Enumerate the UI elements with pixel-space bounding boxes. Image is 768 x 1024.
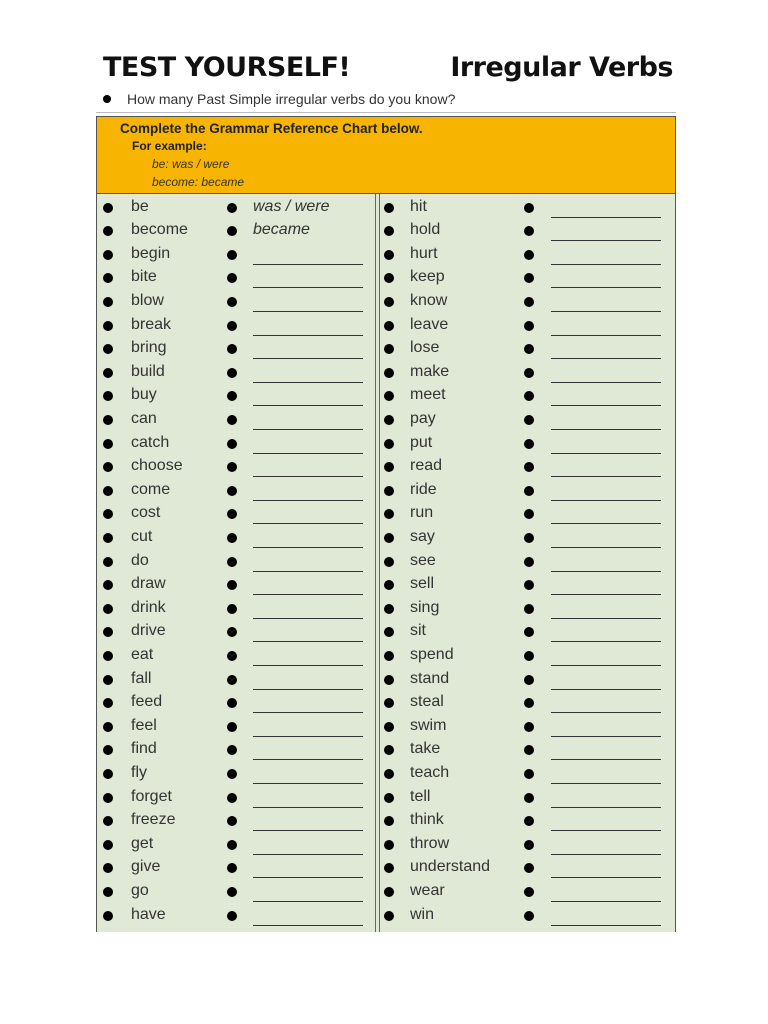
bullet-icon bbox=[384, 722, 394, 732]
bullet-icon bbox=[524, 273, 534, 283]
answer-blank[interactable] bbox=[551, 783, 661, 784]
bullet-icon bbox=[524, 533, 534, 543]
base-verb: wear bbox=[410, 881, 445, 899]
bullet-icon bbox=[524, 321, 534, 331]
base-verb: build bbox=[131, 362, 165, 380]
base-verb: break bbox=[131, 315, 172, 333]
answer-blank[interactable] bbox=[551, 358, 661, 359]
base-verb: teach bbox=[410, 763, 450, 781]
bullet-icon bbox=[524, 368, 534, 378]
base-verb: sell bbox=[410, 575, 435, 593]
base-verb: win bbox=[410, 905, 435, 923]
base-verb: cut bbox=[131, 527, 153, 545]
answer-blank[interactable] bbox=[551, 264, 661, 265]
verb-row bbox=[97, 787, 675, 811]
base-verb: draw bbox=[131, 575, 166, 593]
bullet-icon bbox=[384, 439, 394, 449]
bullet-icon bbox=[524, 391, 534, 401]
base-verb: hold bbox=[410, 221, 441, 239]
answer-blank[interactable] bbox=[551, 712, 661, 713]
verb-row bbox=[97, 527, 675, 551]
answer-blank[interactable] bbox=[551, 830, 661, 831]
base-verb: make bbox=[410, 362, 450, 380]
bullet-icon bbox=[384, 391, 394, 401]
answer-blank[interactable] bbox=[551, 571, 661, 572]
base-verb: lose bbox=[410, 339, 440, 357]
bullet-icon bbox=[524, 439, 534, 449]
verb-row bbox=[97, 834, 675, 858]
bullet-icon bbox=[384, 840, 394, 850]
verb-row bbox=[97, 669, 675, 693]
worksheet-title: TEST YOURSELF! bbox=[103, 52, 351, 83]
answer-blank[interactable] bbox=[551, 382, 661, 383]
example-heading: For example: bbox=[132, 139, 207, 153]
bullet-icon bbox=[524, 250, 534, 260]
bullet-icon bbox=[524, 863, 534, 873]
bullet-icon bbox=[384, 816, 394, 826]
answer-blank[interactable] bbox=[551, 736, 661, 737]
base-verb: be bbox=[131, 197, 149, 215]
bullet-icon bbox=[384, 863, 394, 873]
answer-blank[interactable] bbox=[551, 901, 661, 902]
bullet-icon bbox=[384, 321, 394, 331]
bullet-icon bbox=[524, 226, 534, 236]
verb-row bbox=[97, 244, 675, 268]
answer-blank[interactable] bbox=[551, 759, 661, 760]
verb-row bbox=[97, 881, 675, 905]
verb-row bbox=[97, 291, 675, 315]
bullet-icon bbox=[384, 580, 394, 590]
divider bbox=[96, 112, 676, 113]
bullet-icon bbox=[524, 415, 534, 425]
bullet-icon bbox=[524, 344, 534, 354]
bullet-icon bbox=[384, 675, 394, 685]
past-simple-answer: was / were bbox=[253, 197, 330, 215]
base-verb: say bbox=[410, 527, 435, 545]
bullet-icon bbox=[384, 793, 394, 803]
verb-row bbox=[97, 857, 675, 881]
base-verb: give bbox=[131, 858, 161, 876]
answer-blank[interactable] bbox=[551, 547, 661, 548]
bullet-icon bbox=[524, 840, 534, 850]
answer-blank[interactable] bbox=[551, 807, 661, 808]
answer-blank[interactable] bbox=[551, 641, 661, 642]
base-verb: become bbox=[131, 221, 188, 239]
answer-blank[interactable] bbox=[551, 335, 661, 336]
base-verb: sing bbox=[410, 598, 440, 616]
bullet-icon bbox=[384, 203, 394, 213]
base-verb: spend bbox=[410, 645, 454, 663]
bullet-icon bbox=[384, 887, 394, 897]
intro-question bbox=[103, 91, 455, 107]
verb-row bbox=[97, 739, 675, 763]
answer-blank[interactable] bbox=[551, 854, 661, 855]
base-verb: run bbox=[410, 504, 434, 522]
bullet-icon bbox=[384, 769, 394, 779]
bullet-icon bbox=[384, 250, 394, 260]
bullet-icon bbox=[524, 651, 534, 661]
example-line: be: was / were bbox=[152, 157, 230, 171]
bullet-icon bbox=[524, 722, 534, 732]
verb-row bbox=[97, 763, 675, 787]
bullet-icon bbox=[524, 769, 534, 779]
answer-blank[interactable] bbox=[551, 240, 661, 241]
verb-row bbox=[97, 551, 675, 575]
base-verb: keep bbox=[410, 268, 445, 286]
base-verb: put bbox=[410, 433, 433, 451]
answer-blank[interactable] bbox=[551, 453, 661, 454]
verb-chart bbox=[96, 194, 676, 932]
bullet-icon bbox=[384, 344, 394, 354]
answer-blank[interactable] bbox=[551, 287, 661, 288]
base-verb: get bbox=[131, 834, 154, 852]
verb-row bbox=[97, 905, 675, 929]
base-verb: come bbox=[131, 480, 171, 498]
bullet-icon bbox=[384, 368, 394, 378]
verb-row bbox=[97, 574, 675, 598]
verb-row bbox=[97, 315, 675, 339]
base-verb: meet bbox=[410, 386, 446, 404]
base-verb: feed bbox=[131, 693, 163, 711]
bullet-icon bbox=[524, 675, 534, 685]
verb-row bbox=[97, 197, 675, 221]
base-verb: bite bbox=[131, 268, 157, 286]
bullet-icon bbox=[384, 273, 394, 283]
base-verb: pay bbox=[410, 409, 436, 427]
answer-blank[interactable] bbox=[551, 665, 661, 666]
verb-row bbox=[97, 409, 675, 433]
bullet-icon bbox=[103, 95, 111, 103]
bullet-icon bbox=[384, 533, 394, 543]
base-verb: drink bbox=[131, 598, 166, 616]
base-verb: stand bbox=[410, 669, 450, 687]
verb-row bbox=[97, 716, 675, 740]
base-verb: freeze bbox=[131, 811, 176, 829]
bullet-icon bbox=[524, 793, 534, 803]
base-verb: read bbox=[410, 457, 443, 475]
verb-row bbox=[97, 645, 675, 669]
base-verb: go bbox=[131, 881, 149, 899]
answer-blank[interactable] bbox=[551, 689, 661, 690]
base-verb: bring bbox=[131, 339, 167, 357]
base-verb: hurt bbox=[410, 244, 438, 262]
verb-row bbox=[97, 598, 675, 622]
base-verb: have bbox=[131, 905, 166, 923]
base-verb: hit bbox=[410, 197, 427, 215]
bullet-icon bbox=[384, 226, 394, 236]
verb-row bbox=[97, 810, 675, 834]
worksheet-topic: Irregular Verbs bbox=[450, 52, 673, 83]
verb-row bbox=[97, 456, 675, 480]
bullet-icon bbox=[384, 698, 394, 708]
intro-question-text: How many Past Simple irregular verbs do you know? bbox=[127, 91, 456, 107]
base-verb: forget bbox=[131, 787, 172, 805]
verb-row bbox=[97, 220, 675, 244]
bullet-icon bbox=[384, 462, 394, 472]
base-verb: drive bbox=[131, 622, 166, 640]
base-verb: cost bbox=[131, 504, 161, 522]
bullet-icon bbox=[384, 486, 394, 496]
verb-row bbox=[97, 267, 675, 291]
bullet-icon bbox=[524, 911, 534, 921]
bullet-icon bbox=[384, 911, 394, 921]
bullet-icon bbox=[384, 509, 394, 519]
verb-row bbox=[97, 385, 675, 409]
base-verb: feel bbox=[131, 716, 157, 734]
bullet-icon bbox=[524, 745, 534, 755]
bullet-icon bbox=[384, 745, 394, 755]
verb-row bbox=[97, 433, 675, 457]
base-verb: think bbox=[410, 811, 444, 829]
base-verb: find bbox=[131, 740, 157, 758]
bullet-icon bbox=[524, 887, 534, 897]
verb-row bbox=[97, 480, 675, 504]
verb-row bbox=[97, 338, 675, 362]
base-verb: eat bbox=[131, 645, 154, 663]
answer-blank[interactable] bbox=[551, 405, 661, 406]
bullet-icon bbox=[524, 816, 534, 826]
bullet-icon bbox=[524, 698, 534, 708]
base-verb: understand bbox=[410, 858, 491, 876]
bullet-icon bbox=[524, 462, 534, 472]
page-margin bbox=[0, 932, 768, 1024]
example-line: become: became bbox=[152, 175, 245, 189]
base-verb: do bbox=[131, 551, 149, 569]
base-verb: swim bbox=[410, 716, 447, 734]
instructions-title: Complete the Grammar Reference Chart below. bbox=[120, 121, 423, 136]
bullet-icon bbox=[384, 557, 394, 567]
answer-blank[interactable] bbox=[551, 877, 661, 878]
base-verb: blow bbox=[131, 291, 164, 309]
answer-blank[interactable] bbox=[551, 925, 661, 926]
bullet-icon bbox=[524, 557, 534, 567]
base-verb: know bbox=[410, 291, 448, 309]
bullet-icon bbox=[524, 627, 534, 637]
base-verb: leave bbox=[410, 315, 449, 333]
base-verb: choose bbox=[131, 457, 183, 475]
base-verb: take bbox=[410, 740, 441, 758]
answer-blank[interactable] bbox=[551, 500, 661, 501]
base-verb: see bbox=[410, 551, 436, 569]
bullet-icon bbox=[524, 580, 534, 590]
base-verb: ride bbox=[410, 480, 437, 498]
bullet-icon bbox=[524, 203, 534, 213]
verb-row bbox=[97, 621, 675, 645]
answer-blank[interactable] bbox=[551, 523, 661, 524]
bullet-icon bbox=[524, 604, 534, 614]
base-verb: fly bbox=[131, 763, 147, 781]
bullet-icon bbox=[384, 627, 394, 637]
bullet-icon bbox=[384, 297, 394, 307]
base-verb: can bbox=[131, 409, 157, 427]
answer-blank[interactable] bbox=[551, 594, 661, 595]
bullet-icon bbox=[524, 486, 534, 496]
answer-blank[interactable] bbox=[551, 217, 661, 218]
verb-row bbox=[97, 362, 675, 386]
verb-row bbox=[97, 692, 675, 716]
base-verb: throw bbox=[410, 834, 450, 852]
answer-blank[interactable] bbox=[551, 618, 661, 619]
base-verb: begin bbox=[131, 244, 171, 262]
answer-blank[interactable] bbox=[551, 476, 661, 477]
base-verb: sit bbox=[410, 622, 426, 640]
instructions-box bbox=[96, 116, 676, 194]
base-verb: tell bbox=[410, 787, 431, 805]
bullet-icon bbox=[524, 297, 534, 307]
bullet-icon bbox=[384, 415, 394, 425]
bullet-icon bbox=[384, 651, 394, 661]
bullet-icon bbox=[384, 604, 394, 614]
verb-row bbox=[97, 503, 675, 527]
bullet-icon bbox=[524, 509, 534, 519]
past-simple-answer: became bbox=[253, 221, 310, 239]
answer-blank[interactable] bbox=[551, 311, 661, 312]
base-verb: fall bbox=[131, 669, 152, 687]
answer-blank[interactable] bbox=[551, 429, 661, 430]
base-verb: steal bbox=[410, 693, 444, 711]
base-verb: buy bbox=[131, 386, 157, 404]
base-verb: catch bbox=[131, 433, 170, 451]
